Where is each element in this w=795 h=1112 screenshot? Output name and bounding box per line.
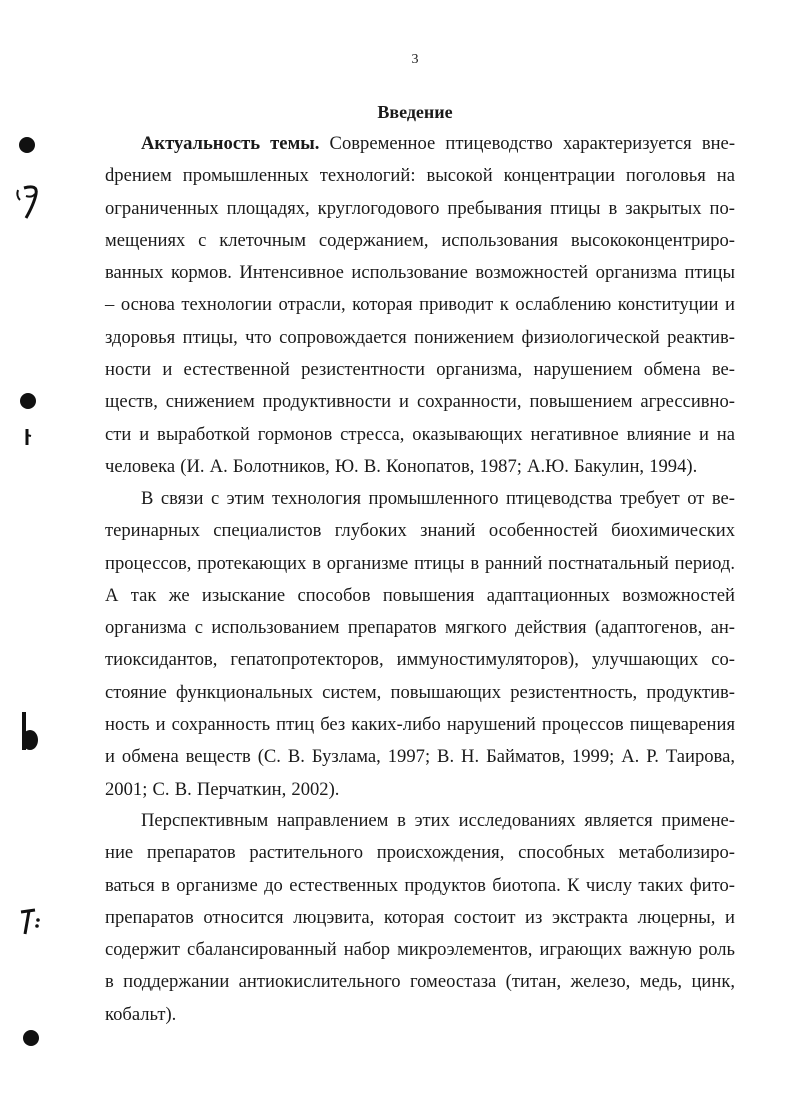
page-number: 3 bbox=[411, 52, 419, 67]
scan-artifact-mark bbox=[17, 906, 43, 936]
punch-hole-mark bbox=[20, 393, 36, 409]
paragraph-text: Современное птицеводство характеризуется внеdрением промышленных технологий: высокой концентрации поголовья на ограниченных площадях, круглогодового пребывания птицы в закрытых помещениях с клеточным содержанием, использования высококонцентрированных кормов. Интенсивное использование возможностей организма птицы – основа технологии отрасли, которая приводит к ослаблению конституции и здоровья птицы, что сопровождается понижением физиологической реактивности и естественной резистентности организма, нарушением обмена веществ, снижением продуктивности и сохранности, повышением агрессивности и выработкой гормонов стресса, оказывающих негативное влияние и на человека (И. А. Болотников, Ю. В. Конопатов, 1987; А.Ю. Бакулин, 1994). bbox=[105, 133, 736, 477]
scan-artifact-mark bbox=[18, 710, 42, 754]
paragraph-lead: Актуальность темы. bbox=[141, 133, 320, 154]
paragraph-prospects: Перспективным направлением в этих исследованиях является применение препаратов растительного происхождения, способных метаболизироваться в организме до естественных продуктов биотопа. К числу таких фитопрепаратов относится люцэвита, которая состоит из экстракта люцерны, и содержит сбалансированный набор микроэлементов, играющих важную роль в поддержании антиокислительного гомеостаза (титан, железо, медь, цинк, кобальт). bbox=[105, 810, 735, 1025]
punch-hole-mark bbox=[19, 137, 35, 153]
section-heading: Введение bbox=[377, 102, 453, 122]
paragraph-relevance bbox=[105, 128, 735, 483]
scan-artifact-mark bbox=[22, 427, 34, 447]
scan-artifact-mark bbox=[14, 182, 44, 222]
paragraph-technology: В связи с этим технология промышленного птицеводства требует от ветеринарных специалистов глубоких знаний особенностей биохимических процессов, протекающих в организме птицы в ранний постнатальный период. А так же изыскание способов повышения адаптационных возможностей организма с использованием препаратов мягкого действия (адаптогенов, антиоксидантов, гепатопротекторов, иммуностимуляторов), улучшающих состояние функциональных систем, повышающих резистентность, продуктивность и сохранность птиц без каких-либо нарушений процессов пищеварения и обмена веществ (С. В. Бузлама, 1997; В. Н. Байматов, 1999; А. Р. Таирова, 2001; С. В. Перчаткин, 2002). bbox=[105, 488, 735, 800]
punch-hole-mark bbox=[23, 1030, 39, 1046]
